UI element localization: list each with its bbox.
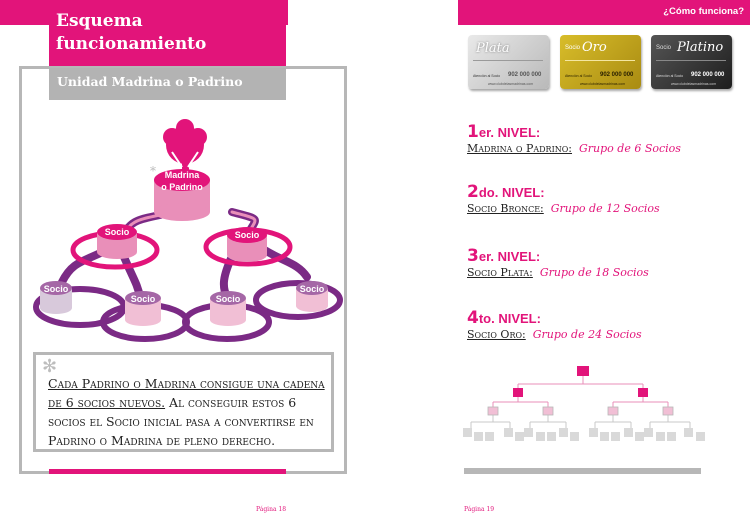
card-url: www.clubdelasmadrinas.com <box>671 82 717 86</box>
socio-label: Socio <box>43 284 69 294</box>
level-group: Grupo de 18 Socios <box>539 266 649 279</box>
tree-node-root <box>577 366 589 376</box>
card-attention: Atención al Socio <box>656 74 684 78</box>
level-title: er. NIVEL: <box>478 125 541 140</box>
socio-label: Socio <box>215 294 241 304</box>
socio-label: Socio <box>234 230 260 240</box>
info-text-rest: Al conseguir estos 6 socios el Socio inicial pasa a convertirse en Padrino o Madrina de pleno derecho. <box>48 395 314 448</box>
card-divider <box>565 60 635 61</box>
level-name: Socio Bronce: <box>467 202 544 215</box>
title-line-1: Esquema <box>56 11 143 31</box>
info-text <box>48 374 328 450</box>
level-number: 1 <box>467 122 479 142</box>
card-attention: Atención al Socio <box>473 74 501 78</box>
level-name: Socio Oro: <box>467 328 526 341</box>
tree-node-l1 <box>513 388 523 397</box>
page-number-left: Página 18 <box>256 506 287 513</box>
card-phone: 902 000 000 <box>508 72 542 78</box>
card-name: Oro <box>582 40 607 55</box>
page-title <box>56 10 286 56</box>
socio-label: Socio <box>104 227 130 237</box>
level-3 <box>467 246 649 279</box>
root-label-1: Madrina <box>164 170 200 180</box>
level-number: 2 <box>467 182 479 202</box>
right-footer-bar <box>464 468 701 474</box>
asterisk-icon: * <box>150 164 156 178</box>
level-tree-diagram <box>458 362 748 446</box>
card-divider <box>656 60 726 61</box>
socio-label: Socio <box>130 294 156 304</box>
tree-icon <box>163 119 207 177</box>
title-line-2: funcionamiento <box>56 34 207 54</box>
info-text-underlined: Cada Padrino o Madrina consigue una cadena de 6 socios nuevos. <box>48 376 325 410</box>
level-4 <box>467 308 642 341</box>
level-name: Socio Plata: <box>467 266 533 279</box>
card-url: www.clubdelasmadrinas.com <box>488 82 534 86</box>
left-footer-bar <box>49 469 286 474</box>
root-label-2: o Padrino <box>161 182 203 192</box>
level-number: 4 <box>467 308 479 328</box>
card-name: Platino <box>677 40 724 55</box>
hierarchy-diagram <box>22 112 344 350</box>
level-group: Grupo de 6 Socios <box>579 142 681 155</box>
asterisk-icon: ✻ <box>42 356 58 377</box>
card-platino <box>651 35 732 89</box>
level-2 <box>467 182 660 215</box>
card-phone: 902 000 000 <box>691 72 725 78</box>
level-title: to. NIVEL: <box>478 311 541 326</box>
level-1 <box>467 122 681 155</box>
card-prefix: Socio <box>565 45 581 51</box>
card-plata <box>468 35 549 89</box>
card-attention: Atención al Socio <box>565 74 593 78</box>
level-title: er. NIVEL: <box>478 249 541 264</box>
subtitle: Unidad Madrina o Padrino <box>57 74 243 89</box>
level-number: 3 <box>467 246 479 266</box>
card-phone: 902 000 000 <box>600 72 634 78</box>
card-divider <box>473 60 543 61</box>
level-name: Madrina o Padrino: <box>467 142 573 155</box>
level-title: do. NIVEL: <box>478 185 545 200</box>
card-url: www.clubdelasmadrinas.com <box>580 82 626 86</box>
ribbon-l-2 <box>122 252 140 297</box>
page-number-right: Página 19 <box>464 506 495 513</box>
socio-label: Socio <box>299 284 325 294</box>
level-group: Grupo de 24 Socios <box>532 328 642 341</box>
level-group: Grupo de 12 Socios <box>550 202 660 215</box>
tree-node-l1 <box>638 388 648 397</box>
card-name: Plata <box>476 41 510 56</box>
section-header: ¿Cómo funciona? <box>663 6 744 17</box>
card-prefix: Socio <box>656 45 672 51</box>
card-oro <box>560 35 641 89</box>
